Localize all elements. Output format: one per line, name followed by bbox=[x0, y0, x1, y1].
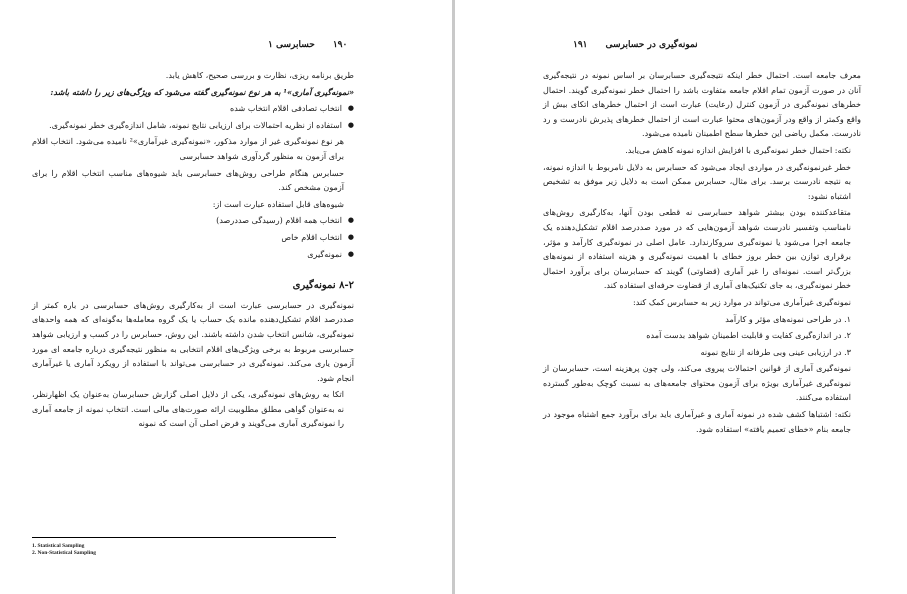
definition-paragraph: «نمونه‌گیری آماری»¹ به هر نوع نمونه‌گیری گفته می‌شود که ویژگی‌های زیر را داشته باشد: bbox=[50, 86, 354, 97]
note: نکته: احتمال خطر نمونه‌گیری با افزایش اندازه نمونه کاهش می‌یابد. bbox=[625, 144, 851, 155]
bullet-item: ● استفاده از نظریه احتمالات برای ارزیابی نتایج نمونه، شامل اندازه‌گیری خطر نمونه‌گیری. bbox=[32, 118, 354, 133]
section-heading: ۸-۲ نمونه‌گیری bbox=[292, 280, 354, 292]
page-number: ۱۹۰ bbox=[332, 40, 348, 50]
page-body bbox=[543, 68, 861, 438]
footnote: 2. Non-Statistical Sampling bbox=[32, 550, 97, 556]
running-head: نمونه‌گیری در حسابرسی bbox=[605, 40, 698, 50]
page-header bbox=[573, 40, 698, 50]
bullet-item: ● انتخاب اقلام خاص bbox=[32, 230, 354, 245]
paragraph: هر نوع نمونه‌گیری غیر از موارد مذکور، «نمونه‌گیری غیرآماری»² نامیده می‌شود. انتخاب اقلام برای آزمون به منظور گردآوری شواهد حسابرسی bbox=[32, 136, 344, 161]
footnote-divider bbox=[32, 537, 336, 538]
paragraph: معرف جامعه است. احتمال خطر اینکه نتیجه‌گیری حسابرسان بر اساس نمونه در نتیجه‌گیری آنان در صورت آزمون تمام اقلام جامعه متفاوت باشد را احتمال خطر نمونه‌گیری گویند. احتمال خطرهای نمونه‌گیری در آزمون کنترل (رعایت) عبارت است از احتمال خطرهای اتکای بیش از واقع وکمتر از واقع ودر آزمون‌های محتوا عبارت است از احتمال خطرهای پذیرش نادرست و رد نادرست. مکمل ریاضی این خطرها سطح اطمینان نامیده می‌شود. bbox=[543, 70, 861, 139]
paragraph: طریق برنامه ریزی، نظارت و بررسی صحیح، کاهش یابد. bbox=[165, 70, 354, 80]
paragraph: خطر غیرنمونه‌گیری در مواردی ایجاد می‌شود که حسابرس به دلایل نامربوط با اندازه نمونه، به نتیجه نادرست برسد. برای مثال، حسابرس ممکن است به دلایل زیر موفق به تشخیص اشتباه نشود: bbox=[543, 161, 851, 201]
bullet-item: ● انتخاب همه اقلام (رسیدگی صددرصد) bbox=[32, 213, 354, 228]
paragraph: شیوه‌های قابل استفاده عبارت است از: bbox=[212, 198, 344, 209]
footnotes bbox=[32, 543, 96, 557]
bullet-item: ● نمونه‌گیری bbox=[32, 247, 354, 262]
list-item: ۱. در طراحی نمونه‌های مؤثر و کارآمد bbox=[725, 313, 851, 324]
list-item: ۲. در اندازه‌گیری کفایت و قابلیت اطمینان شواهد بدست آمده bbox=[646, 330, 851, 341]
left-page bbox=[0, 0, 452, 594]
page-number: ۱۹۱ bbox=[573, 40, 588, 50]
paragraph: نمونه‌گیری آماری از قوانین احتمالات پیروی می‌کند، ولی چون پرهزینه است، حسابرسان از نمونه‌گیری غیرآماری بویژه برای آزمون محتوای جامعه‌های به نسبت کوچک به‌طور گسترده استفاده می‌کنند. bbox=[543, 363, 851, 403]
page-body bbox=[32, 68, 354, 433]
paragraph: متقاعدکننده بودن بیشتر شواهد حسابرسی نه قطعی بودن آنها، به‌کارگیری روش‌های نامناسب وتفسیر نادرست شواهد آزمون‌هایی که در مورد صددرصد اقلام تشکیل‌دهنده یک جامعه اجرا می‌شود یا نمونه‌گیری سروکارندارد. عامل اصلی در نمونه‌گیری کارآمد و مؤثر، برقراری توازن بین خطر بروز خطای با اهمیت نمونه‌گیری و هزینه استفاده از نمونه‌های بزرگ‌تر است. نمونه‌ای را غیر آماری (قضاوتی) گویند که حسابرسان برای برآورد احتمال خطر نمونه‌گیری، به جای تکنیک‌های آماری از قضاوت حرفه‌ای استفاده کند. bbox=[543, 207, 851, 291]
list-item: ۳. در ارزیابی عینی وبی طرفانه از نتایج نمونه bbox=[700, 346, 851, 357]
paragraph: نمونه‌گیری در حسابرسی عبارت است از به‌کارگیری روش‌های حسابرسی در باره کمتر از صددرصد اقلام تشکیل‌دهنده مانده یک حساب یا یک گروه معامله‌ها به‌گونه‌ای که همه واحدهای نمونه‌گیری، شانس انتخاب شدن داشته باشند. این روش، حسابرس را در کسب و ارزیابی شواهد حسابرسی مربوط به برخی ویژگی‌های اقلام انتخابی به منظور نتیجه‌گیری درباره جامعه ای مورد آزمون یاری می‌کند. نمونه‌گیری در حسابرسی می‌تواند با استفاده از رویکرد آماری یا غیرآماری انجام شود. bbox=[32, 299, 354, 383]
right-page bbox=[455, 0, 907, 594]
footnote: 1. Statistical Sampling bbox=[32, 543, 85, 549]
bullet-item: ● انتخاب تصادفی اقلام انتخاب شده bbox=[32, 101, 354, 116]
paragraph: اتکا به روش‌های نمونه‌گیری، یکی از دلایل اصلی گزارش حسابرسان به‌عنوان یک اظهارنظر، نه به‌عنوان گواهی مطلق مطلوبیت ارائه صورت‌های مالی است. انتخاب نمونه از جامعه آماری را نمونه‌گیری آماری می‌گویند و فرض اصلی آن است که نمونه bbox=[32, 389, 344, 429]
paragraph: حسابرس هنگام طراحی روش‌های حسابرسی باید شیوه‌های مناسب انتخاب اقلام را برای آزمون مشخص کند. bbox=[32, 167, 344, 193]
page-header bbox=[268, 40, 347, 50]
running-head: حسابرسی ۱ bbox=[268, 40, 315, 50]
note: نکته: اشتباها کشف شده در نمونه آماری و غیرآماری باید برای برآورد جمع اشتباه موجود در جامعه بنام «خطای تعمیم یافته» استفاده شود. bbox=[543, 409, 851, 434]
paragraph: نمونه‌گیری غیرآماری می‌تواند در موارد زیر به حسابرس کمک کند: bbox=[632, 296, 851, 307]
